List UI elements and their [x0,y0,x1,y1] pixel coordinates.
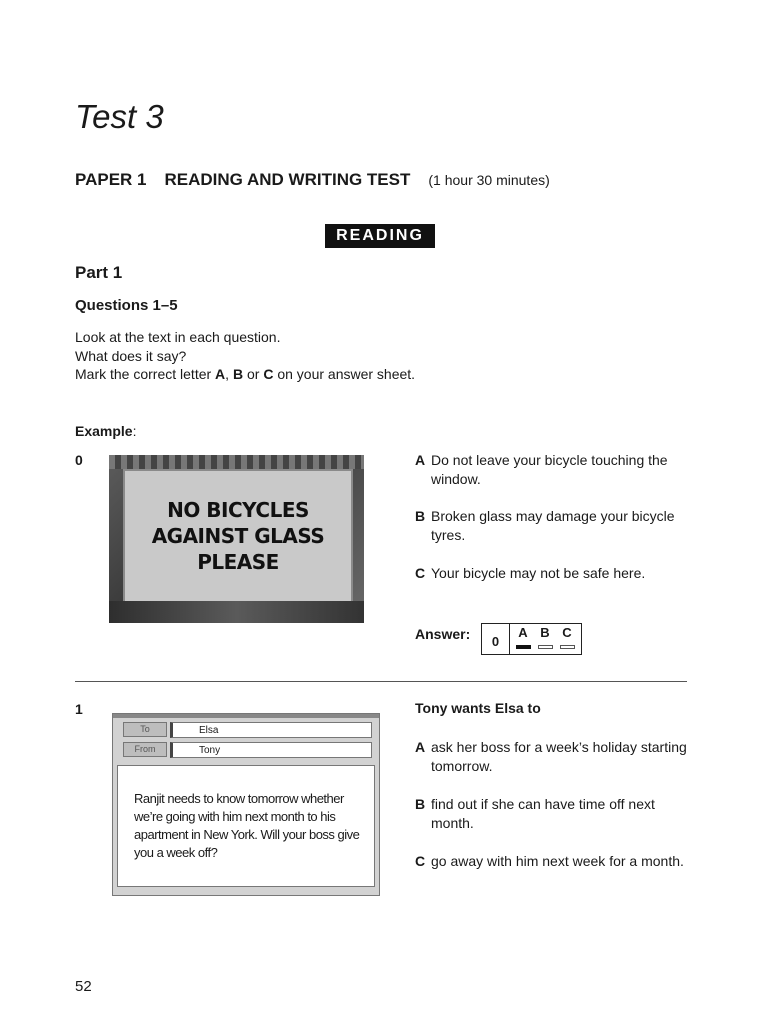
instruction-line-2: What does it say? [75,347,187,364]
sign-line-1: NO BICYCLES [167,498,309,522]
answer-mark-a [516,645,531,649]
answer-label: Answer: [415,626,471,642]
test-title: Test 3 [75,98,164,135]
answer-letters [512,625,578,640]
paper-heading [75,170,550,190]
instruction-letter-a: A [215,366,226,382]
sign-board [123,469,353,603]
example-option-c [415,564,700,583]
option-letter: C [415,853,426,869]
example-label [75,423,136,439]
option-text: Do not leave your bicycle touching the window. [431,452,668,487]
instruction-sep: , [225,366,233,382]
example-option-a [415,451,700,489]
option-text: Broken glass may damage your bicycle tyres. [431,508,675,543]
paper-number: PAPER 1 [75,170,147,189]
email-from-label: From [123,742,167,757]
email-message [112,713,380,896]
option-letter: B [415,508,426,524]
email-title-bar [113,714,379,718]
question-1-number: 1 [75,701,83,717]
questions-range: Questions 1–5 [75,297,178,314]
option-letter: A [415,739,426,755]
photo-background [109,601,364,623]
example-label-text: Example [75,423,133,439]
paper-duration: (1 hour 30 minutes) [428,172,550,188]
option-letter: B [415,796,426,812]
sign-photo [109,455,364,623]
page-number: 52 [75,978,92,995]
instructions [75,328,415,384]
part-title: Part 1 [75,263,123,282]
instruction-line-1: Look at the text in each question. [75,329,281,345]
option-text: Your bicycle may not be safe here. [431,565,646,581]
instruction-text: Mark the correct letter [75,366,216,382]
email-to-label: To [123,722,167,737]
answer-letter-b: B [540,625,550,640]
email-from-field: Tony [170,742,372,758]
reading-section-banner: READING [325,224,435,248]
instruction-letter-b: B [232,366,244,382]
sign-line-2: AGAINST GLASS [151,524,325,548]
section-divider [75,681,687,682]
answer-number: 0 [482,624,510,654]
paper-name: READING AND WRITING TEST [164,170,411,189]
email-to-field: Elsa [170,722,372,738]
sign-line-3: PLEASE [197,550,279,574]
question-1-option-c [415,852,700,871]
answer-mark-b [538,645,553,649]
answer-letter-a: A [518,625,528,640]
instruction-text: on your answer sheet. [273,366,416,382]
example-label-colon: : [132,423,137,439]
instruction-letter-c: C [263,366,274,382]
instruction-line-3 [75,365,415,384]
option-text: ask her boss for a week’s holiday starting tomorrow. [431,739,687,774]
answer-marks [516,645,582,663]
example-option-b [415,507,700,545]
instruction-sep: or [243,366,264,382]
example-number: 0 [75,452,83,468]
question-1-option-a [415,738,700,776]
question-1-option-b [415,795,700,833]
email-body: Ranjit needs to know tomorrow whether we’re going with him next month to his apartment in New York. Will your boss give you a week off? [117,765,375,887]
option-text: go away with him next week for a month. [431,853,684,869]
answer-grid [481,623,582,655]
option-letter: A [415,452,426,468]
option-text: find out if she can have time off next month. [431,796,655,831]
sign-text [152,497,325,575]
answer-mark-c [560,645,575,649]
photo-background [109,455,364,469]
answer-letter-c: C [562,625,572,640]
option-letter: C [415,565,426,581]
question-1-stem: Tony wants Elsa to [415,700,541,716]
